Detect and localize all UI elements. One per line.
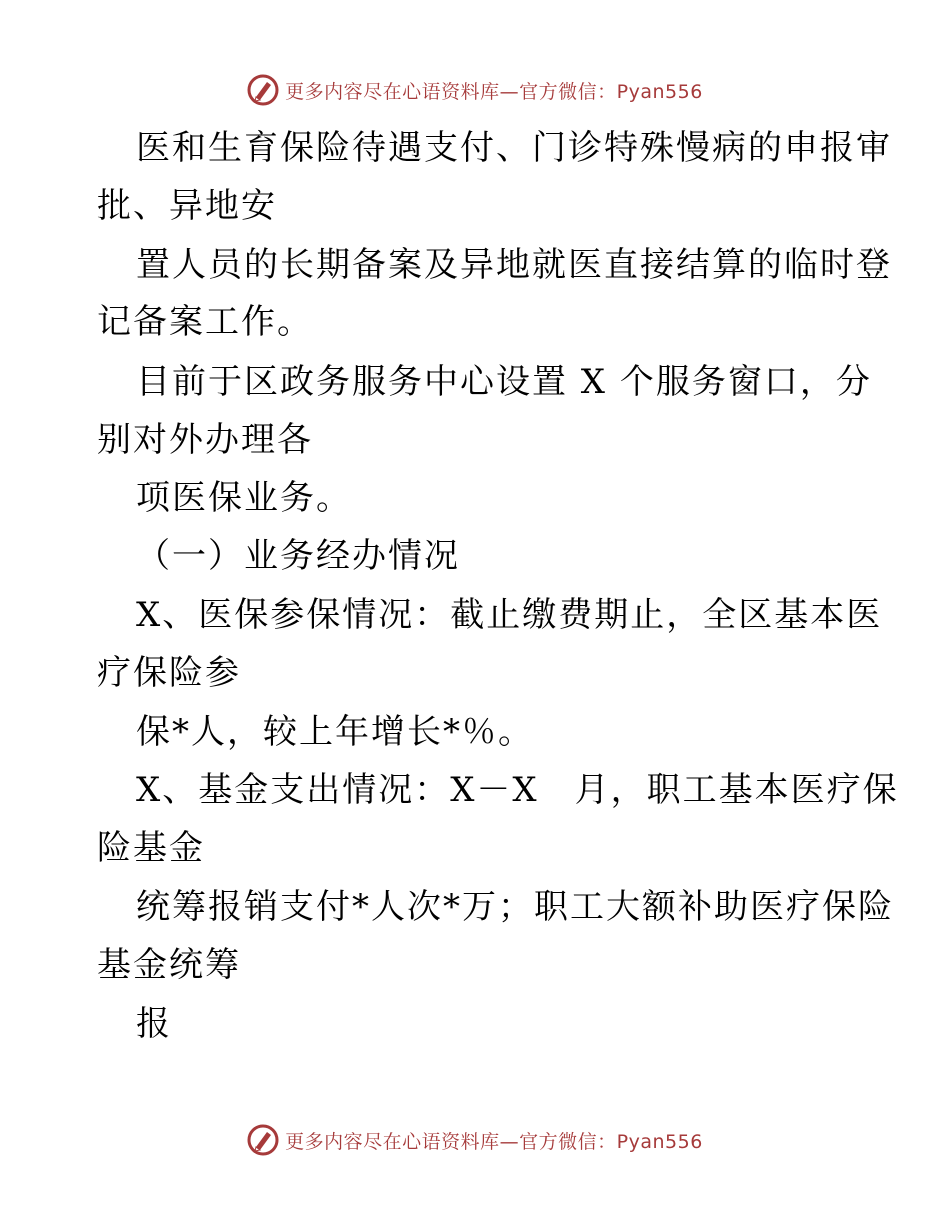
text-line: 医和生育保险待遇支付、门诊特殊慢病的申报审 (136, 128, 892, 168)
header-watermark (0, 70, 950, 110)
text-line: 记备案工作。 (97, 302, 313, 342)
text-line: 报 (136, 1004, 172, 1044)
text-line: 项医保业务。 (136, 478, 352, 518)
text-line: 险基金 (97, 828, 205, 868)
footer-watermark (0, 1120, 950, 1160)
watermark-text: 更多内容尽在心语资料库—官方微信：Pyan556 (285, 80, 703, 103)
text-line: X、基金支出情况：X－X 月，职工基本医疗保 (136, 770, 899, 810)
pen-logo-icon (247, 74, 279, 106)
text-line: 疗保险参 (97, 653, 241, 693)
text-line: 批、异地安 (97, 186, 277, 226)
text-line: 目前于区政务服务中心设置 X 个服务窗口，分 (136, 362, 872, 402)
text-line: 保*人，较上年增长*％。 (136, 712, 534, 752)
text-line: 统筹报销支付*人次*万；职工大额补助医疗保险 (136, 887, 894, 927)
text-line: 别对外办理各 (97, 420, 313, 460)
section-heading: （一）业务经办情况 (136, 536, 460, 576)
text-line: 基金统筹 (97, 945, 241, 985)
pen-logo-icon (247, 1124, 279, 1156)
text-line: X、医保参保情况：截止缴费期止，全区基本医 (136, 595, 883, 635)
text-line: 置人员的长期备案及异地就医直接结算的临时登 (136, 245, 892, 285)
watermark-text: 更多内容尽在心语资料库—官方微信：Pyan556 (285, 1130, 703, 1153)
